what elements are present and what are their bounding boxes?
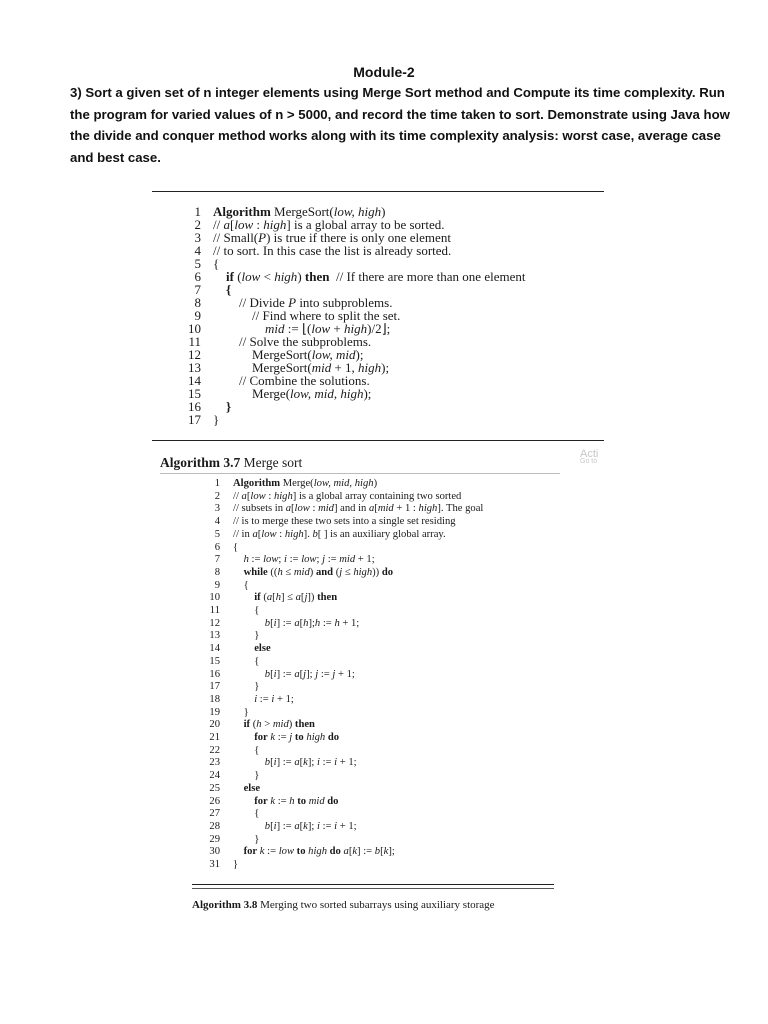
code-line: } [213,412,220,427]
code-line: // a[low : high] is a global array containing two sorted [233,490,462,502]
watermark-line-2: Go to [580,458,598,465]
activation-watermark [580,448,598,465]
code-line: b[i] := a[k]; i := i + 1; [264,757,357,769]
code-line: { [233,744,260,756]
line-number: 12 [209,617,220,629]
code-line: while ((h ≤ mid) and (j ≤ high)) do [243,566,394,578]
code-line: // in a[low : high]. b[ ] is an auxiliary global array. [233,528,446,540]
question-line-1: 3) Sort a given set of n integer elements using Merge Sort method and Compute its time complexity. Run [70,85,725,100]
code-line: h := low; i := low; j := mid + 1; [243,554,375,566]
algo2-caption [192,899,495,911]
line-number: 5 [214,528,220,540]
algo1-caption-label: Algorithm 3.7 [160,455,241,470]
line-number: 19 [209,706,220,718]
line-number: 9 [194,308,201,323]
code-line: if (low < high) then // If there are more than one element [226,269,526,284]
line-number: 5 [194,256,201,271]
code-line: Algorithm MergeSort(low, high) [213,204,386,219]
algo1-caption-rule [160,473,560,474]
line-number: 9 [214,579,220,591]
line-number: 25 [209,782,220,794]
code-line: Algorithm Merge(low, mid, high) [233,478,378,489]
line-number: 1 [194,204,201,219]
line-number: 4 [194,243,201,258]
line-number: 11 [209,605,220,616]
module-heading: Module-2 [353,64,415,80]
line-number: 6 [194,269,201,284]
code-line: for k := low to high do a[k] := b[k]; [243,846,395,858]
algo2-code-listing [200,478,560,873]
line-number: 16 [188,399,201,414]
line-number: 24 [209,770,220,782]
line-number: 14 [209,643,220,655]
line-number: 6 [214,541,220,553]
code-line: { [233,541,239,553]
line-number: 3 [214,503,220,515]
code-line: for k := j to high do [254,732,340,743]
line-number: 1 [214,478,220,489]
code-line: } [226,399,232,414]
code-line: // Solve the subproblems. [213,334,372,349]
code-line: MergeSort(low, mid); [213,347,364,362]
line-number: 7 [194,282,201,297]
algo1-caption-text: Merge sort [243,455,303,470]
code-line: // is to merge these two sets into a single set residing [233,516,456,528]
line-number: 3 [194,230,201,245]
question-line-4: and best case. [70,149,161,165]
code-line: else [254,643,271,655]
line-number: 10 [209,592,220,604]
line-number: 22 [209,744,220,756]
code-line: } [233,833,260,845]
code-line: if (a[h] ≤ a[j]) then [254,592,338,604]
watermark-line-1: Acti [580,448,599,460]
line-number: 14 [188,373,201,388]
algo1-top-rule [152,191,604,192]
algo2-rule-1 [192,884,554,885]
line-number: 2 [214,490,220,502]
algo2-rule-2 [192,888,554,889]
line-number: 26 [209,795,220,807]
line-number: 2 [194,217,201,232]
code-line: { [233,808,260,820]
algo1-caption [160,455,302,471]
line-number: 8 [194,295,201,310]
code-line: // Small(P) is true if there is only one element [213,230,451,245]
line-number: 10 [188,321,201,336]
question-line-3: the divide and conquer method works along with its time complexity analysis: worst case, average case [70,128,721,143]
line-number: 20 [209,719,220,731]
line-number: 12 [188,347,201,362]
algo2-caption-text: Merging two sorted subarrays using auxiliary storage [260,899,495,911]
code-line: // Find where to split the set. [213,308,401,323]
line-number: 30 [209,846,220,858]
line-number: 7 [214,554,220,566]
line-number: 15 [209,655,220,667]
code-line: Merge(low, mid, high); [213,386,372,401]
code-line: { [233,605,260,616]
code-line: b[i] := a[j]; j := j + 1; [264,668,355,680]
algo1-code-listing [152,204,612,429]
question-line-2: the program for varied values of n > 5000, and record the time taken to sort. Demonstrate using Java how [70,106,730,122]
code-line: } [233,770,260,782]
line-number: 31 [209,859,220,870]
code-line: } [233,859,239,870]
line-number: 11 [188,334,201,349]
code-line: else [243,782,261,794]
line-number: 4 [214,516,220,528]
line-number: 13 [209,630,220,642]
line-number: 17 [209,681,220,693]
code-line: for k := h to mid do [254,795,339,807]
algo2-caption-label: Algorithm 3.8 [192,899,258,911]
line-number: 28 [209,820,220,832]
code-line: if (h > mid) then [243,719,315,731]
code-line: mid := ⌊(low + high)/2⌋; [265,321,391,336]
line-number: 18 [209,693,220,705]
code-line: } [233,706,249,718]
code-line: { [213,256,220,271]
line-number: 29 [209,833,220,845]
code-line: MergeSort(mid + 1, high); [213,360,390,375]
code-line: b[i] := a[k]; i := i + 1; [264,820,357,832]
code-line: b[i] := a[h];h := h + 1; [264,617,360,629]
code-line: { [233,655,260,667]
code-line: // a[low : high] is a global array to be sorted. [213,217,445,232]
question-text [70,82,730,168]
code-line: { [233,579,249,591]
code-line: // Divide P into subproblems. [213,295,393,310]
line-number: 27 [209,808,220,820]
line-number: 17 [188,412,201,427]
code-line: // subsets in a[low : mid] and in a[mid + 1 : high]. The goal [233,503,484,515]
line-number: 8 [214,566,220,578]
code-line: i := i + 1; [254,693,294,705]
line-number: 23 [209,757,220,769]
code-line: // to sort. In this case the list is already sorted. [213,243,452,258]
line-number: 21 [209,732,220,743]
code-line: // Combine the solutions. [213,373,370,388]
line-number: 16 [209,668,220,680]
code-line: { [226,282,232,297]
line-number: 13 [188,360,201,375]
code-line: } [233,630,260,642]
algo1-bottom-rule [152,440,604,441]
line-number: 15 [188,386,201,401]
code-line: } [233,681,260,693]
